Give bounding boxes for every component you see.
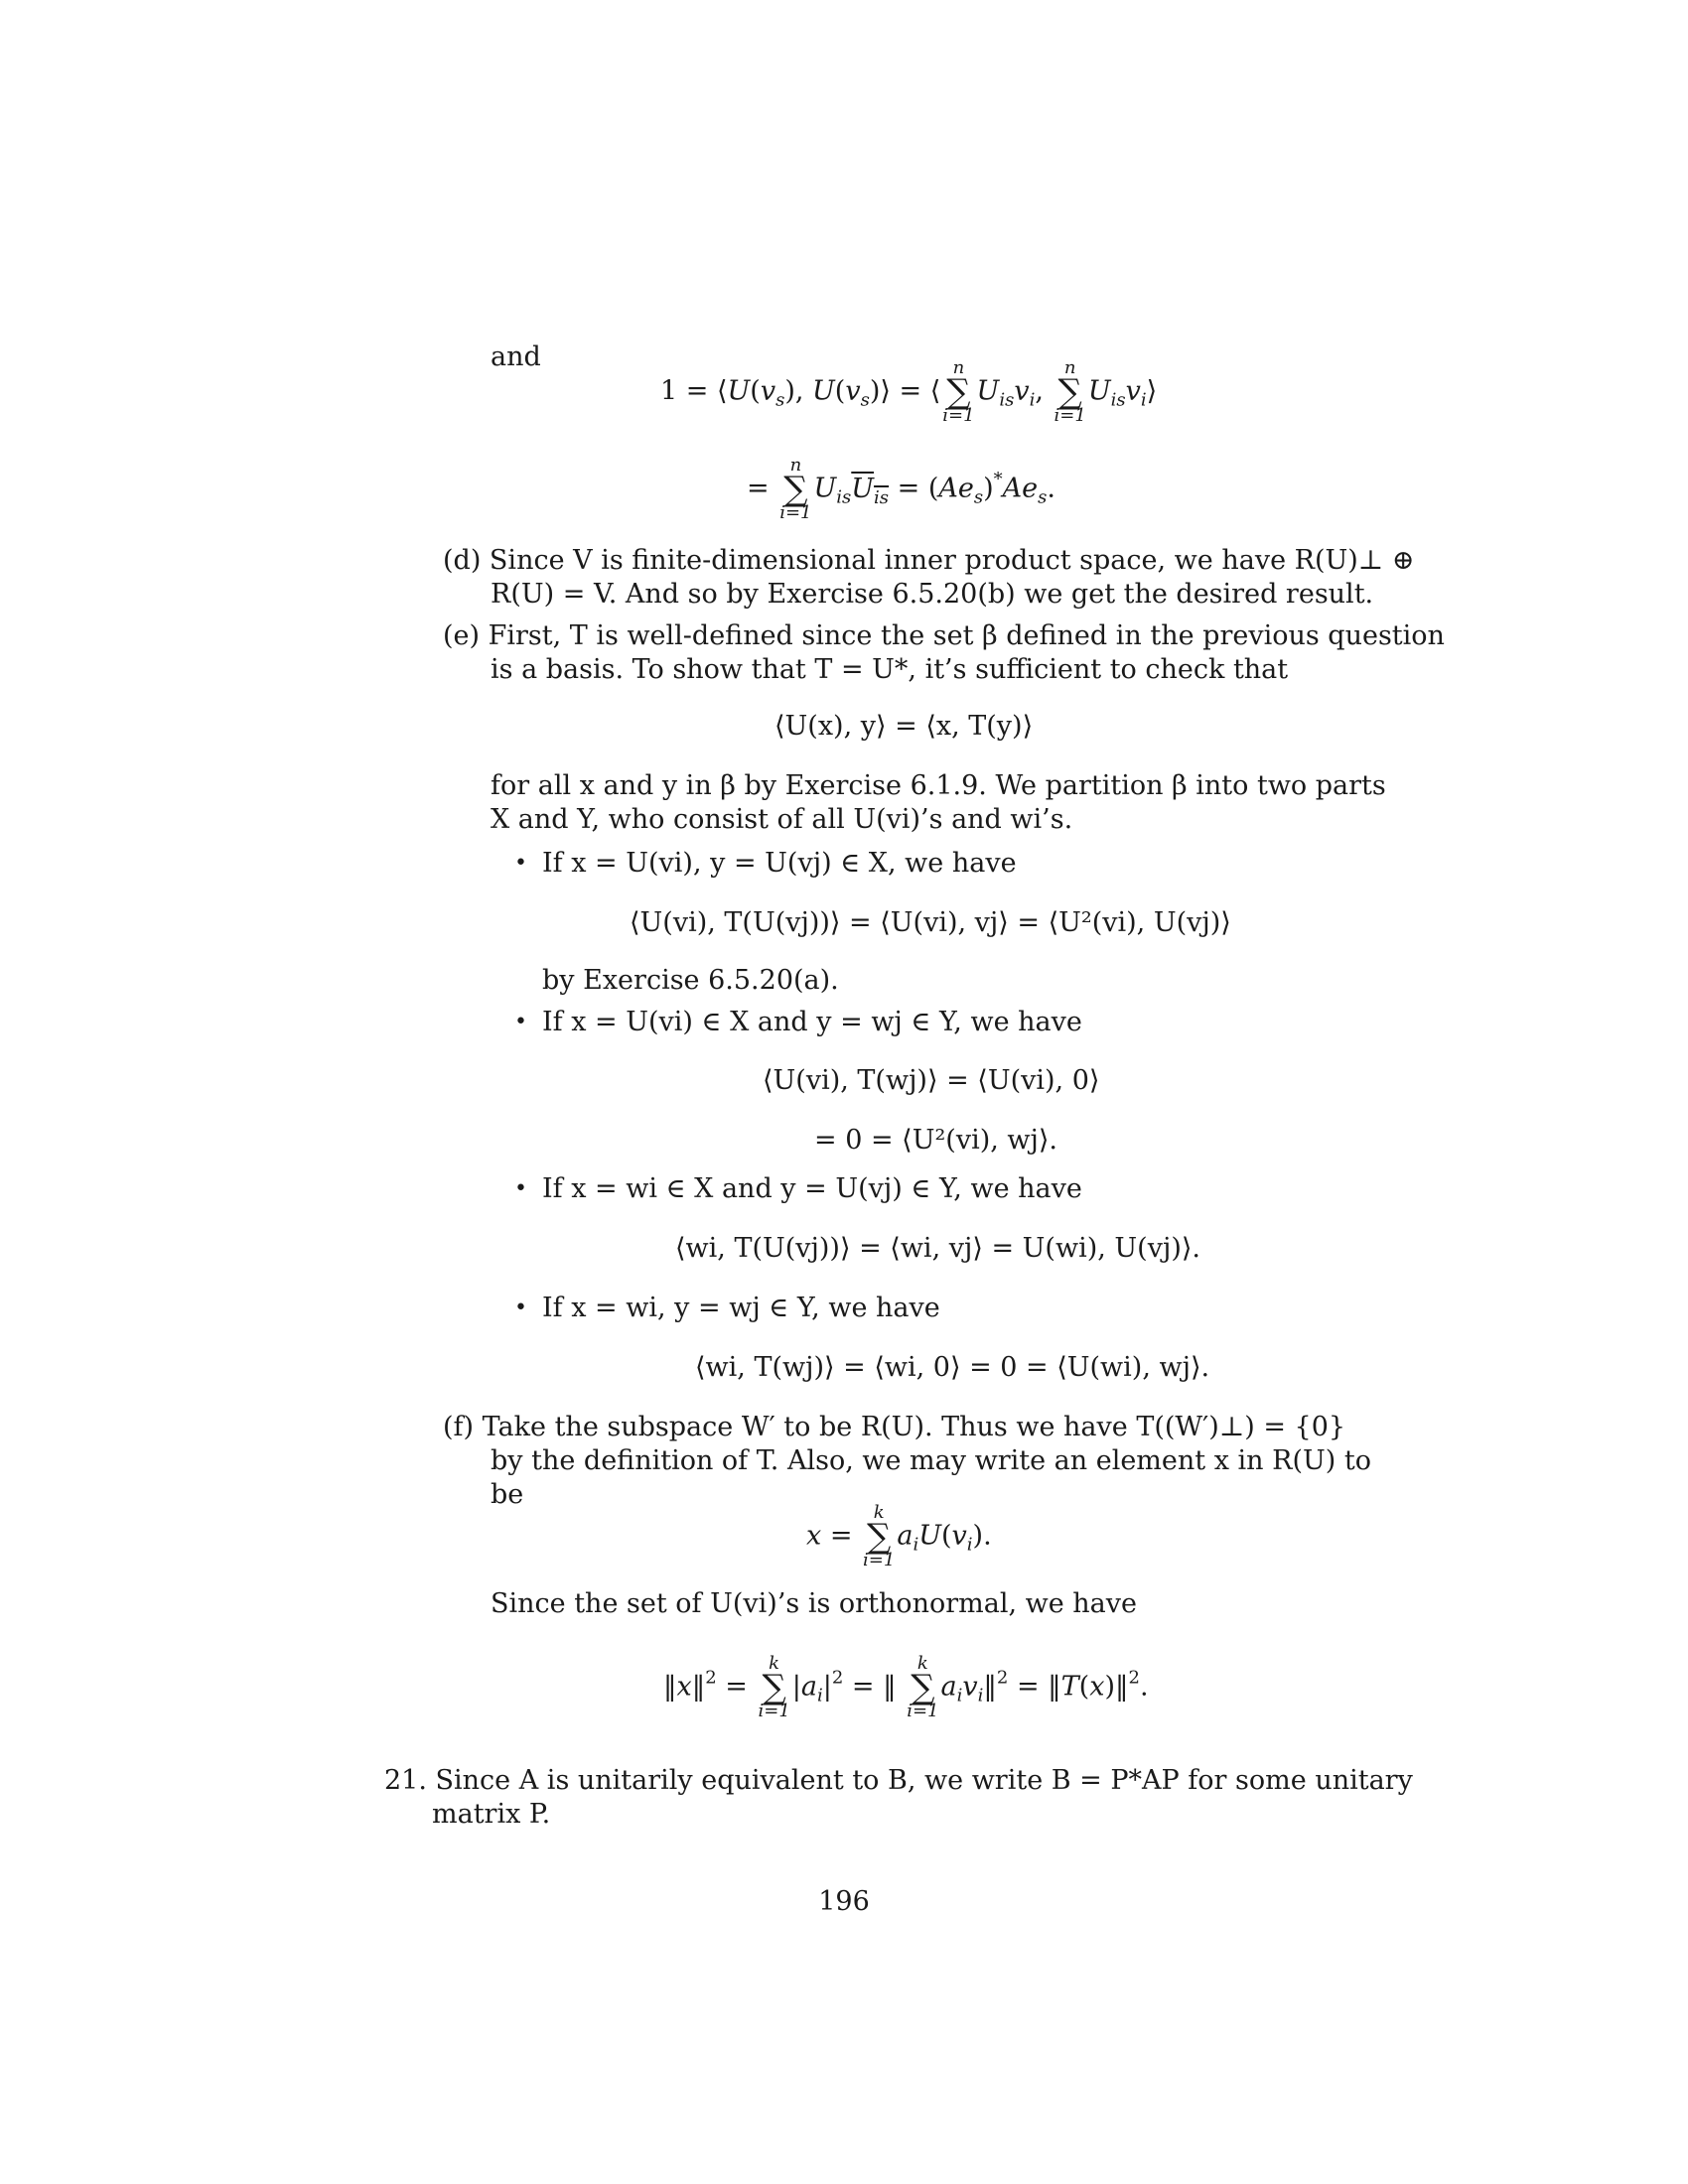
equation-bullet-2-line-2: = 0 = ⟨U²(vi), wj⟩.: [814, 1125, 1058, 1156]
bullet-3-text: If x = wi ∈ X and y = U(vj) ∈ Y, we have: [542, 1173, 1082, 1204]
item-f-line-3: be: [491, 1479, 524, 1510]
equation-x-expansion: x = k ∑ i=1 $a_iU(v_i)$.: [806, 1502, 992, 1570]
bullet-icon: •: [514, 851, 527, 876]
item-f-line-4: Since the set of U(vi)’s is orthonormal, we have: [491, 1588, 1138, 1619]
bullet-1-text: If x = U(vi), y = U(vj) ∈ X, we have: [542, 848, 1017, 879]
item-e-line-2: is a basis. To show that T = U*, it’s sufficient to check that: [491, 654, 1289, 685]
item-e-line-1: (e) First, T is well-defined since the set β defined in the previous question: [443, 620, 1445, 651]
bullet-icon: •: [514, 1296, 527, 1320]
bullet-2-text: If x = U(vi) ∈ X and y = wj ∈ Y, we have: [542, 1007, 1082, 1037]
equation-bullet-4: ⟨wi, T(wj)⟩ = ⟨wi, 0⟩ = 0 = ⟨U(wi), wj⟩.: [695, 1352, 1210, 1383]
bullet-1-after: by Exercise 6.5.20(a).: [542, 965, 839, 996]
bullet-4-text: If x = wi, y = wj ∈ Y, we have: [542, 1293, 940, 1323]
equation-bullet-3: ⟨wi, T(U(vj))⟩ = ⟨wi, vj⟩ = U(wi), U(vj)⟩.: [675, 1233, 1200, 1264]
question-21-line-1: 21. Since A is unitarily equivalent to B, we write B = P*AP for some unitary: [384, 1765, 1413, 1796]
equation-norm: ‖x‖$^2$ = k ∑ i=1 $|a_i|^2$ = ‖ k ∑ i=1 $a_iv_i‖^2$ = ‖T(x)‖$^2$.: [663, 1653, 1149, 1721]
equation-adjoint-check: ⟨U(x), y⟩ = ⟨x, T(y)⟩: [774, 711, 1034, 742]
equation-bullet-1: ⟨U(vi), T(U(vj))⟩ = ⟨U(vi), vj⟩ = ⟨U²(vi), U(vj)⟩: [630, 907, 1231, 938]
equation-inner-product-2: = n ∑ i=1 $U_{is}U_{is} = (Ae_s)^*Ae_s$.: [747, 455, 1055, 523]
equation-bullet-2-line-1: ⟨U(vi), T(wj)⟩ = ⟨U(vi), 0⟩: [763, 1065, 1100, 1096]
item-d-line-2: R(U) = V. And so by Exercise 6.5.20(b) we get the desired result.: [491, 579, 1374, 610]
question-21-line-2: matrix P.: [432, 1799, 551, 1830]
bullet-icon: •: [514, 1010, 527, 1034]
item-e-line-3: for all x and y in β by Exercise 6.1.9. We partition β into two parts: [491, 770, 1386, 801]
page-number: 196: [818, 1886, 870, 1917]
item-d-line-1: (d) Since V is finite-dimensional inner product space, we have R(U)⊥ ⊕: [443, 545, 1415, 576]
item-e-line-4: X and Y, who consist of all U(vi)’s and wi’s.: [491, 804, 1073, 835]
bullet-icon: •: [514, 1176, 527, 1201]
item-f-line-1: (f) Take the subspace W′ to be R(U). Thus we have T((W′)⊥) = {0}: [443, 1412, 1346, 1442]
item-f-line-2: by the definition of T. Also, we may write an element x in R(U) to: [491, 1445, 1371, 1476]
text-and: and: [491, 341, 541, 372]
equation-inner-product-1: $1 = ⟨U(v_s)$, $U(v_s)⟩$ = ⟨ n ∑ i=1 $U_{is}v_i$, n ∑ i=1 $U_{is}v_i⟩$: [660, 357, 1158, 426]
